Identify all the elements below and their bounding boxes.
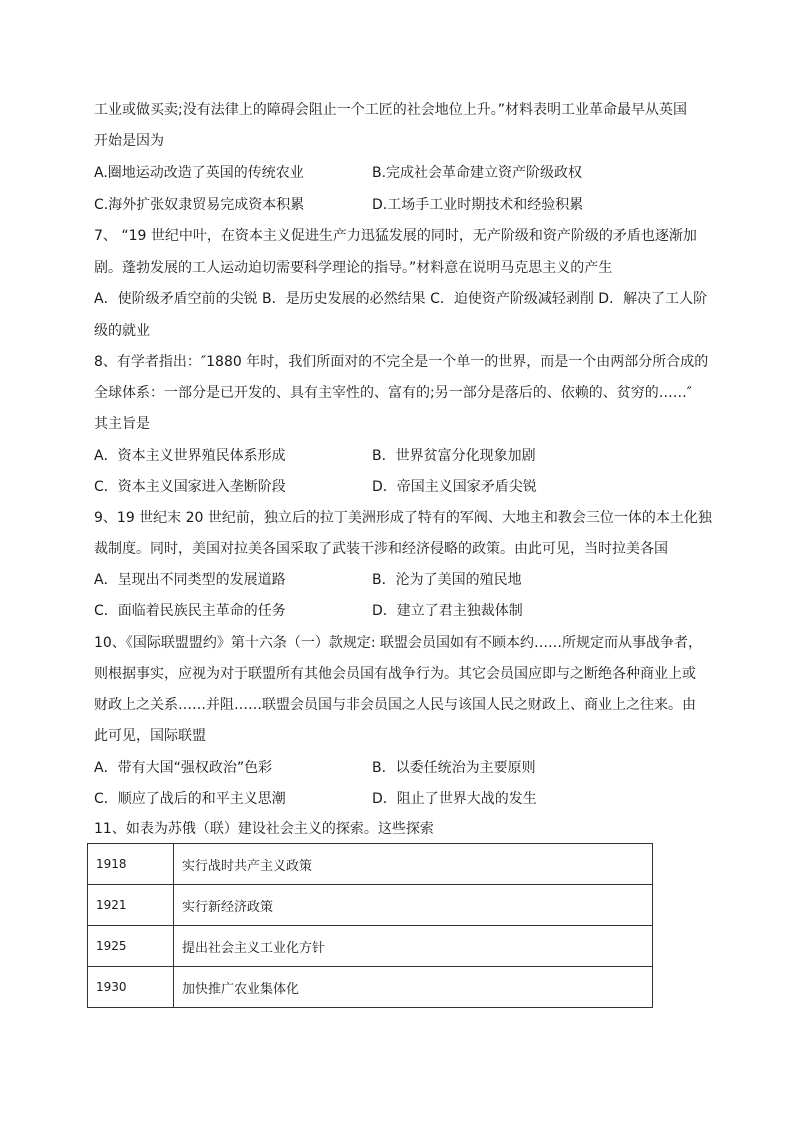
q6-option-c: C.海外扩张奴隶贸易完成资本积累 — [94, 197, 305, 213]
table-row — [88, 844, 653, 885]
q6-option-a: A.圈地运动改造了英国的传统农业 — [94, 165, 304, 181]
q6-option-d: D.工场手工业时期技术和经验积累 — [372, 197, 584, 213]
table-cell-event: 提出社会主义工业化方针 — [174, 926, 653, 967]
q6-stem-line-2: 开始是因为 — [94, 133, 164, 149]
q6-option-b: B.完成社会革命建立资产阶级政权 — [372, 165, 583, 181]
q8-option-b: B．世界贫富分化现象加剧 — [372, 448, 536, 464]
q8-option-c: C．资本主义国家进入垄断阶段 — [94, 479, 286, 495]
q10-option-d: D．阻止了世界大战的发生 — [372, 791, 537, 807]
q8-stem-line-3: 其主旨是 — [94, 416, 150, 432]
table-row — [88, 967, 653, 1008]
table-cell-year: 1921 — [88, 885, 174, 926]
q8-option-d: D．帝国主义国家矛盾尖锐 — [372, 479, 537, 495]
q6-stem-line-1: 工业或做买卖;没有法律上的障碍会阻止一个工匠的社会地位上升。”材料表明工业革命最早从英国 — [94, 102, 687, 118]
q7-options-line-1: A．使阶级矛盾空前的尖锐 B．是历史发展的必然结果 C．迫使资产阶级减轻剥削 D．解决了工人阶 — [94, 291, 708, 307]
q9-option-b: B．沦为了美国的殖民地 — [372, 572, 522, 588]
table-cell-year: 1930 — [88, 967, 174, 1008]
q10-stem-line-3: 财政上之关系……并阻……联盟会员国与非会员国之人民与该国人民之财政上、商业上之往来。由 — [94, 697, 696, 713]
q10-option-c: C．顺应了战后的和平主义思潮 — [94, 791, 286, 807]
q10-stem-line-1: 10、《国际联盟盟约》第十六条（一）款规定: 联盟会员国如有不顾本约……所规定而从事战争者， — [94, 635, 702, 651]
q11-stem: 11、如表为苏俄（联）建设社会主义的探索。这些探索 — [94, 821, 434, 837]
table-row — [88, 926, 653, 967]
table-cell-year: 1925 — [88, 926, 174, 967]
table-cell-year: 1918 — [88, 844, 174, 885]
q11-table — [87, 843, 653, 1008]
q10-option-b: B．以委任统治为主要原则 — [372, 760, 536, 776]
q9-stem-line-2: 裁制度。同时，美国对拉美各国采取了武装干涉和经济侵略的政策。由此可见，当时拉美各国 — [94, 541, 668, 557]
q8-stem-line-2: 全球体系：一部分是已开发的、具有主宰性的、富有的;另一部分是落后的、依赖的、贫穷的……″ — [94, 385, 692, 401]
q7-options-line-2: 级的就业 — [94, 323, 150, 339]
q7-stem-line-2: 剧。蓬勃发展的工人运动迫切需要科学理论的指导。”材料意在说明马克思主义的产生 — [94, 260, 613, 276]
q9-option-c: C．面临着民族民主革命的任务 — [94, 603, 286, 619]
q9-option-a: A．呈现出不同类型的发展道路 — [94, 572, 286, 588]
q9-stem-line-1: 9、19 世纪末 20 世纪前，独立后的拉丁美洲形成了特有的军阀、大地主和教会三位一体的本土化独 — [94, 510, 712, 526]
table-row — [88, 885, 653, 926]
q7-stem-line-1: 7、 “19 世纪中叶，在资本主义促进生产力迅猛发展的同时，无产阶级和资产阶级的矛盾也逐渐加 — [94, 228, 697, 244]
q10-stem-line-2: 则根据事实，应视为对于联盟所有其他会员国有战争行为。其它会员国应即与之断绝各种商业上或 — [94, 666, 696, 682]
q8-stem-line-1: 8、有学者指出：″1880 年时，我们所面对的不完全是一个单一的世界，而是一个由两部分所合成的 — [94, 354, 709, 370]
table-cell-event: 实行新经济政策 — [174, 885, 653, 926]
q10-option-a: A．带有大国“强权政治”色彩 — [94, 760, 273, 776]
q10-stem-line-4: 此可见，国际联盟 — [94, 728, 206, 744]
table-cell-event: 加快推广农业集体化 — [174, 967, 653, 1008]
q9-option-d: D．建立了君主独裁体制 — [372, 603, 523, 619]
table-cell-event: 实行战时共产主义政策 — [174, 844, 653, 885]
q8-option-a: A．资本主义世界殖民体系形成 — [94, 448, 286, 464]
